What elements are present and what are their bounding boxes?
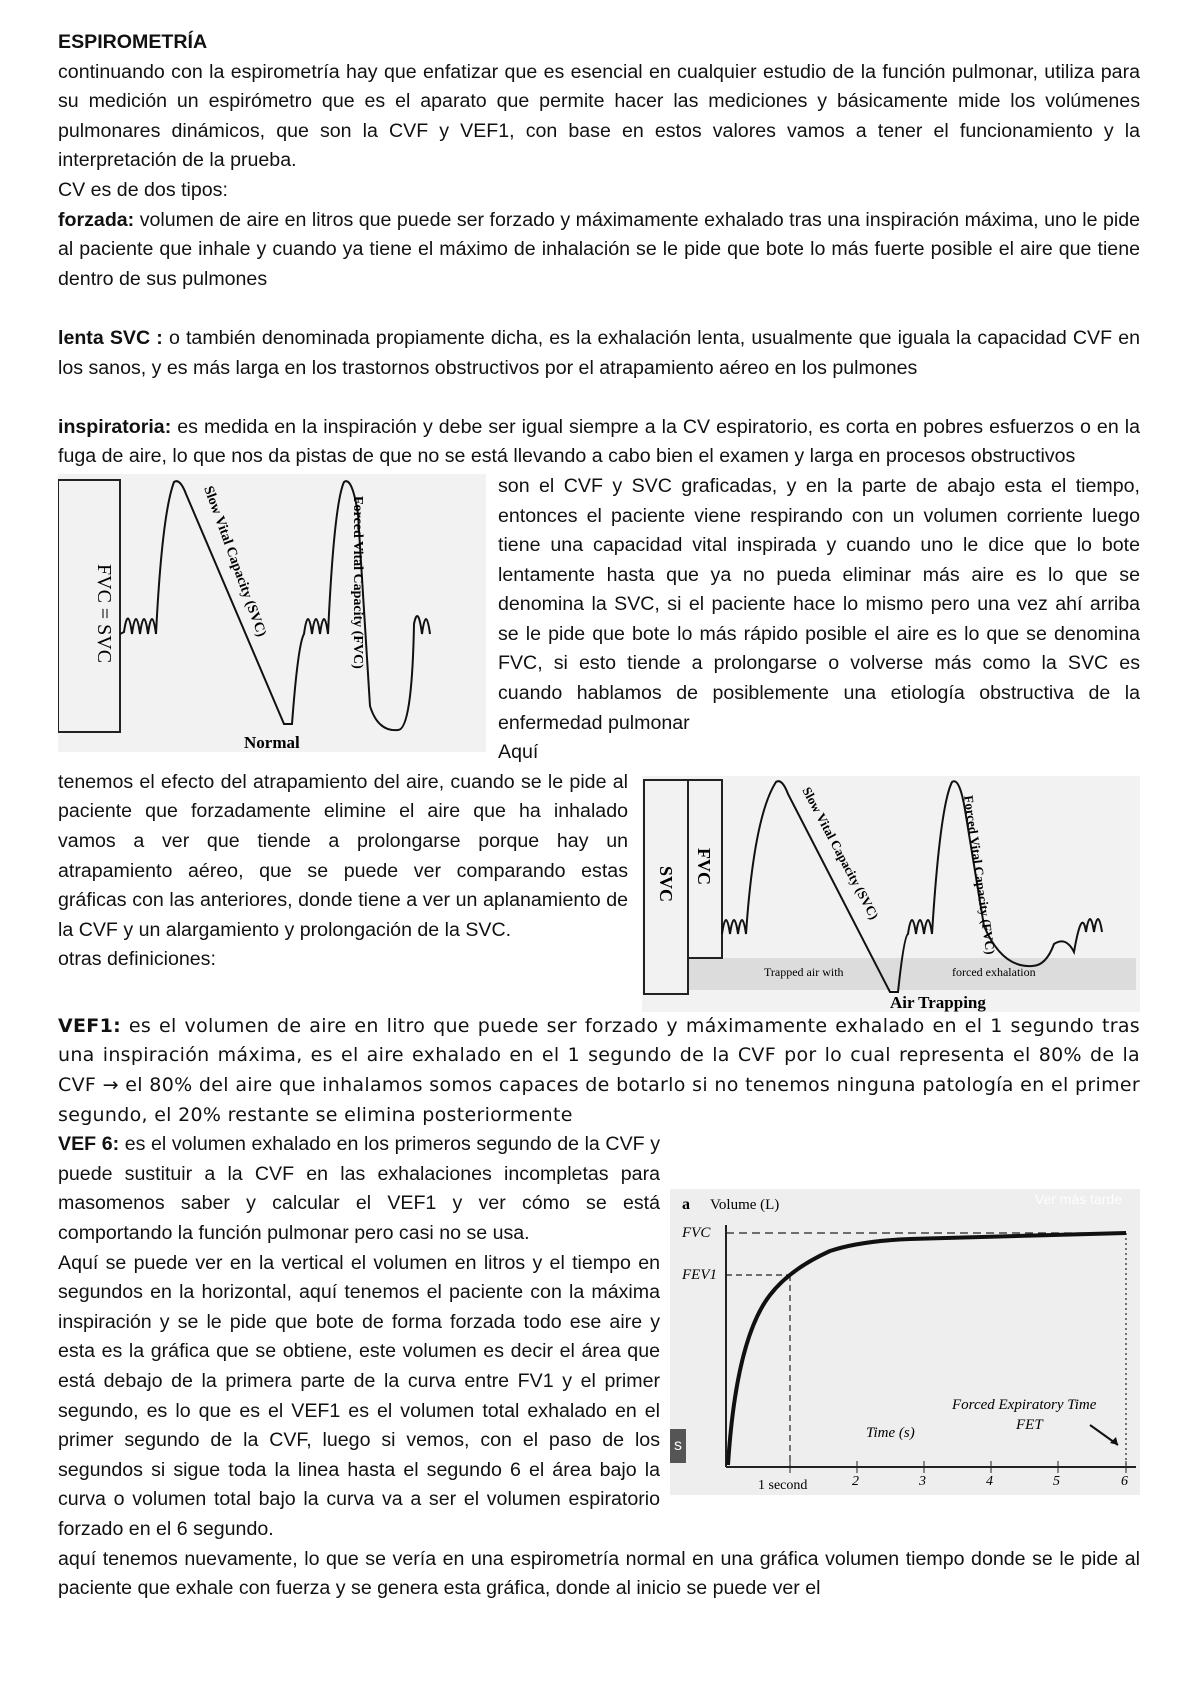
fig3-tick-3: 3 [919,1474,926,1490]
vef6-term: VEF 6: [58,1133,120,1156]
fig1-caption: Normal [244,732,300,752]
fig2-fvc-label: Forced Vital Capacity (FVC) [961,794,999,956]
volume-time-figure [670,1189,1140,1495]
fig3-xlabel: Time (s) [866,1425,915,1442]
intro-paragraph: continuando con la espirometría hay que enfatizar que es esencial en cualquier estudio de la función pulmonar, utiliza para su medición un espirómetro que es el aparato que permite hacer las mediciones y básicamente mide los volúmenes pulmonares dinámicos, que son la CVF y VEF1, con base en estos valores vamos a tener el funcionamiento y la interpretación de la prueba. [58,60,1140,172]
fig3-ylabel: Volume (L) [710,1197,780,1214]
fig3-fev1: FEV1 [682,1267,717,1284]
air-trapping-svg [642,776,1140,1012]
lenta-paragraph [58,324,1140,383]
last-paragraph: aquí tenemos nuevamente, lo que se vería en una espirometría normal en una gráfica volumen tiempo donde se le pide al paciente que exhale con fuerza y se genera esta gráfica, donde al inicio se puede ver el [58,1547,1140,1600]
fig2-svc: SVC [656,865,676,902]
inspiratoria-text: es medida en la inspiración y debe ser igual siempre a la CV espiratorio, es corta en pobres esfuerzos o en la fuga de aire, lo que nos da pistas de que no se está llevando a cabo bien el examen y larga en procesos obstructivos [58,415,1140,468]
doc-title: ESPIROMETRÍA [58,31,208,53]
volume-time-svg [670,1189,1140,1495]
fig3-tick-1: 1 second [758,1478,808,1494]
fig3-fet-abbr: FET [1016,1417,1043,1434]
vef1-term: VEF1: [58,1014,121,1037]
forzada-paragraph [58,206,1140,295]
fig3-panel: a [682,1196,690,1214]
video-watermark: Ver más tarde [1034,1191,1122,1208]
side-tab: s [670,1429,686,1463]
vef1-paragraph [58,1012,1140,1130]
fig2-band-left: Trapped air with [764,964,844,979]
cv-types-line: CV es de dos tipos: [58,178,228,201]
fig2-fvc: FVC [694,847,714,885]
forzada-text: volumen de aire en litros que puede ser forzado y máximamente exhalado tras una inspiración máxima, uno le pide al paciente que inhale y cuando ya tiene el máximo de inhalación se le pide que bote lo más fuerte posible el aire que tiene dentro de sus pulmones [58,208,1140,290]
air-trapping-figure [642,776,1140,1012]
fig3-fvc: FVC [682,1225,711,1242]
fig1-ylabel: FVC = SVC [93,563,115,663]
vef1-text: es el volumen de aire en litro que puede ser forzado y máximamente exhalado en el 1 segundo tras una inspiración máxima, es el aire exhalado en el 1 segundo de la CVF por lo cual representa el 80% de la CVF → el 80% del aire que inhalamos somos capaces de botarlo si no tenemos ninguna patología en el primer segundo, el 20% restante se elimina posteriormente [58,1014,1140,1126]
fig3-tick-5: 5 [1053,1474,1060,1490]
fig1-fvc-label: Forced Vital Capacity (FVC) [350,495,365,669]
inspiratoria-term: inspiratoria: [58,415,172,438]
trapping-paragraph: tenemos el efecto del atrapamiento del aire, cuando se le pide al paciente que forzadamente elimine el aire que ha inhalado vamos a ver que tiende a prolongarse porque hay un atrapamiento aéreo, que se puede ver comparando estas gráficas con las anteriores, donde tiene a ver un aplanamiento de la CVF y un alargamiento y prolongación de la SVC. [58,770,628,941]
otras-line: otras definiciones: [58,948,216,971]
document-page [58,28,1140,1604]
svc-fvc-paragraph: son el CVF y SVC graficadas, y en la parte de abajo esta el tiempo, entonces el paciente viene respirando con un volumen corriente luego tiene una capacidad vital inspirada y cuando uno le dice que lo bote lentamente hasta que ya no pueda eliminar más aire es lo que se denomina la SVC, si el paciente hace lo mismo pero una vez ahí arriba se le pide que bote lo más rápido posible el aire es lo que se denomina FVC, si esto tiende a prolongarse o volverse más como la SVC es cuando hablamos de posiblemente una etiología obstructiva de la enfermedad pulmonar [498,474,1140,734]
forzada-term: forzada: [58,208,135,231]
fig1-svc-label: Slow Vital Capacity (SVC) [200,484,269,639]
lenta-term: lenta SVC : [58,326,163,349]
fig2-caption: Air Trapping [890,992,986,1012]
fig3-tick-4: 4 [986,1474,993,1490]
normal-spirogram-figure [58,474,486,752]
lenta-text: o también denominada propiamente dicha, es la exhalación lenta, usualmente que iguala la capacidad CVF en los sanos, y es más larga en los trastornos obstructivos por el atrapamiento aéreo en los pulmones [58,326,1140,379]
inspiratoria-paragraph [58,413,1140,472]
aqui-word: Aquí [498,741,539,764]
fig3-fet-label: Forced Expiratory Time [952,1397,1097,1414]
normal-spirogram-svg [58,474,486,752]
fig3-tick-2: 2 [852,1474,859,1490]
fig2-band-right: forced exhalation [952,964,1036,979]
fig3-tick-6: 6 [1121,1474,1128,1490]
fig2-svc-label: Slow Vital Capacity (SVC) [799,784,882,922]
vef6-text: es el volumen exhalado en los primeros segundo de la CVF y puede sustituir a la CVF en las exhalaciones incompletas para masomenos saber y calcular el VEF1 y ver cómo se está comportando la función pulmonar pero casi no se usa. [58,1133,660,1244]
graph-paragraph: Aquí se puede ver en la vertical el volumen en litros y el tiempo en segundos en la horizontal, aquí tenemos el paciente con la máxima inspiración y se le pide que bote de forma forzada todo ese aire y esta es la gráfica que se obtiene, este volumen es decir el área que está debajo de la primera parte de la curva entre FV1 y el primer segundo, es lo que es el VEF1 es el volumen total exhalado en el primer segundo de la CVF, luego si vemos, con el paso de los segundos si sigue toda la linea hasta el segundo 6 el área bajo la curva o volumen total bajo la curva va a ser el volumen espiratorio forzado en el 6 segundo. [58,1251,660,1540]
